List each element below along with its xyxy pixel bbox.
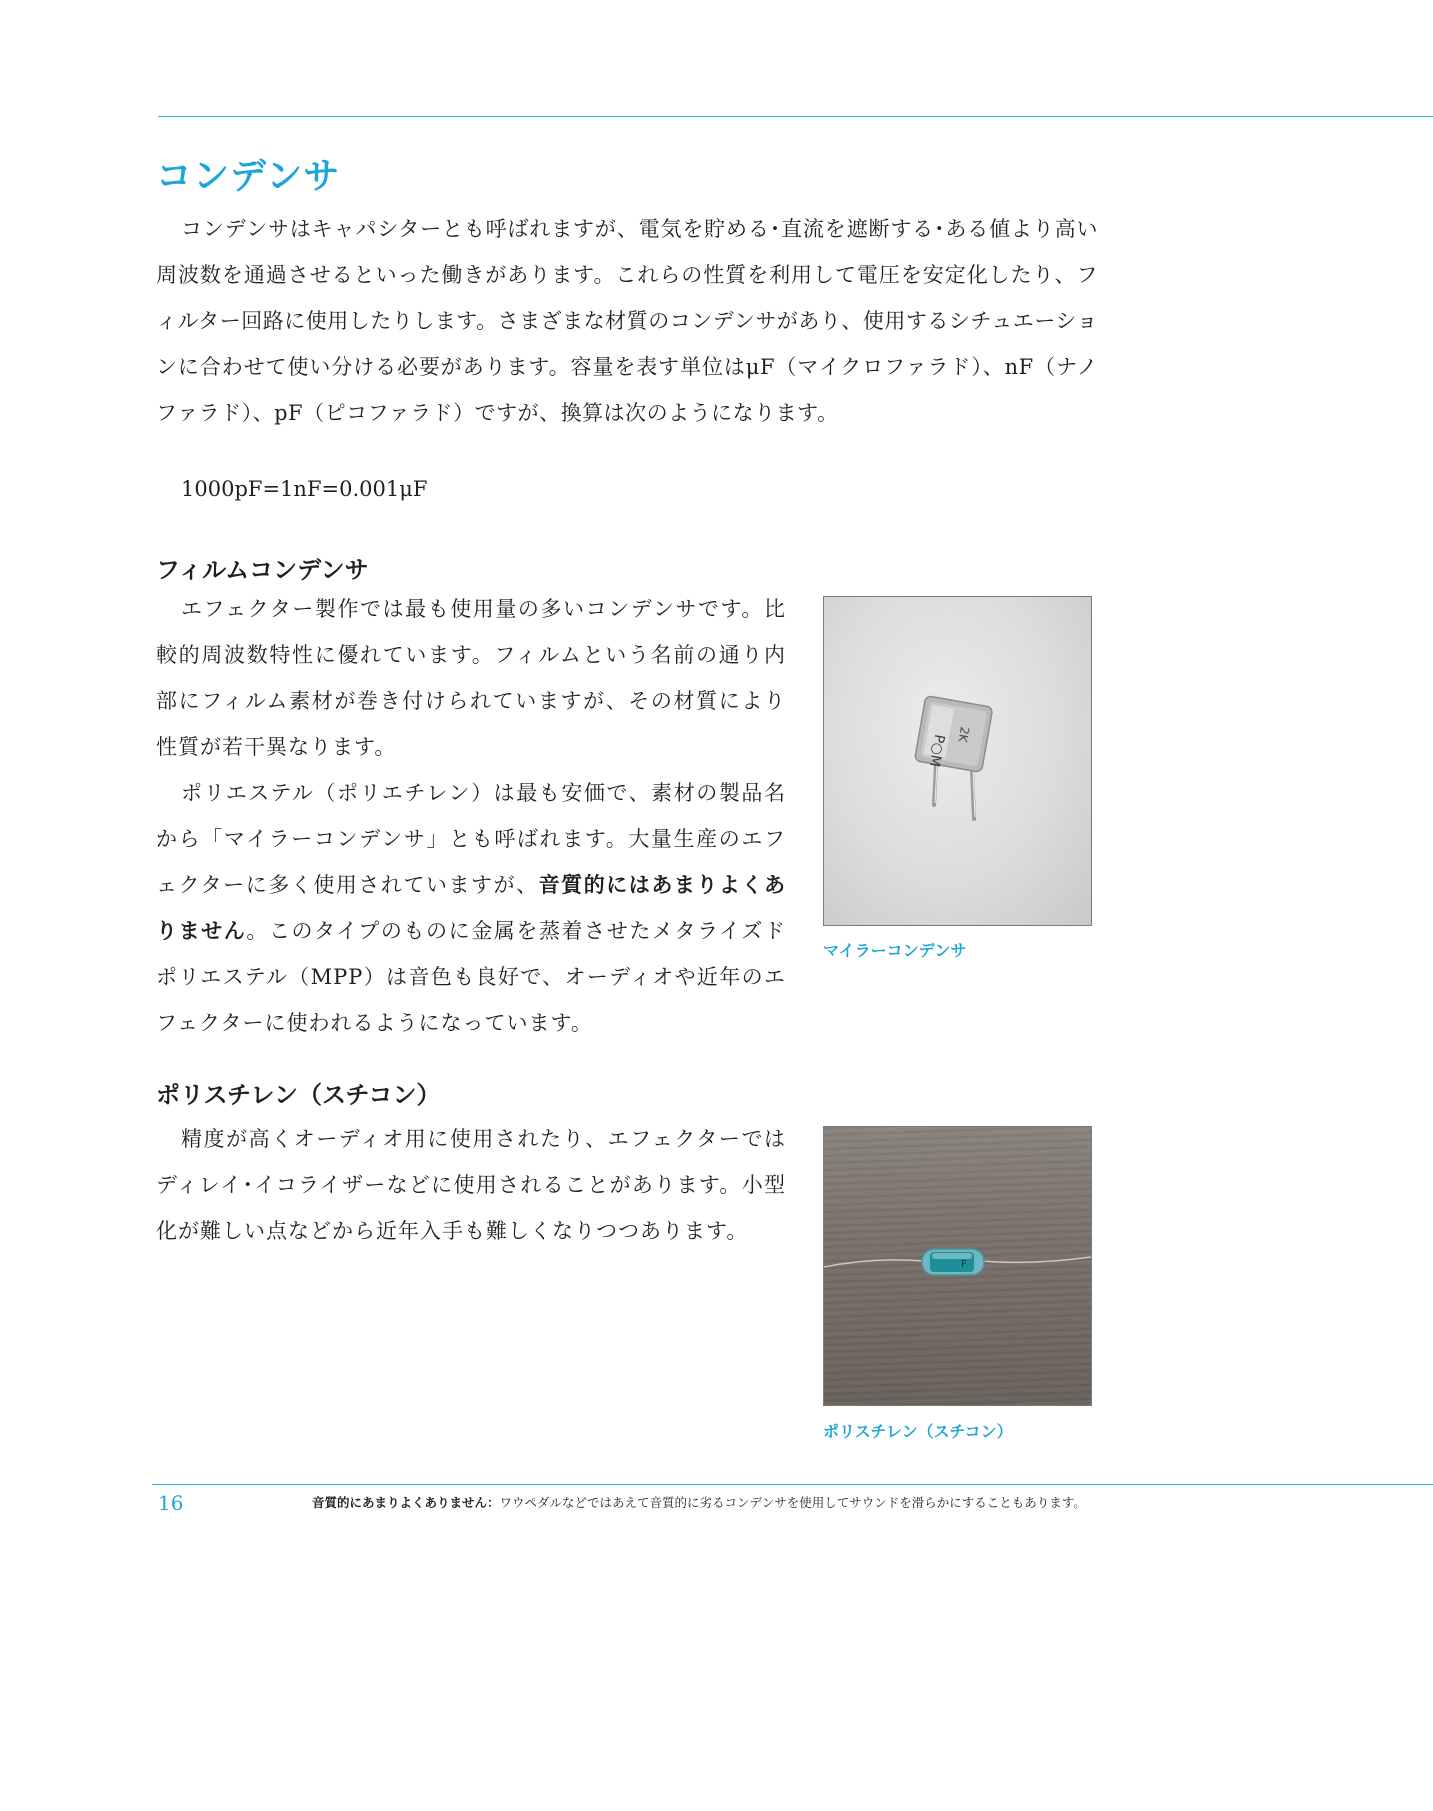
bottom-rule (152, 1484, 1433, 1485)
footnote (312, 1493, 1102, 1512)
mylar-capacitor-illustration (824, 597, 1091, 925)
mylar-capacitor-photo (823, 596, 1092, 926)
polystyrene-capacitor-illustration (824, 1127, 1091, 1405)
film-capacitor-paragraph-1: エフェクター製作では最も使用量の多いコンデンサです。比較的周波数特性に優れています。フィルムという名前の通り内部にフィルム素材が巻き付けられていますが、その材質により性質が若干異なります。 (156, 597, 786, 759)
paragraph-text: 。このタイプのものに金属を蒸着させたメタライズドポリエステル（MPP）は音色も良好で、オーディオや近年のエフェクターに使われるようになっています。 (156, 919, 787, 1035)
intro-paragraph: コンデンサはキャパシターとも呼ばれますが、電気を貯める･直流を遮断する･ある値より高い周波数を通過させるといった働きがあります。これらの性質を利用して電圧を安定化したり、フィルター回路に使用したりします。さまざまな材質のコンデンサがあり、使用するシチュエーションに合わせて使い分ける必要があります。容量を表す単位はμF（マイクロファラド）、nF（ナノファラド）、pF（ピコファラド）ですが、換算は次のようになります。 (156, 217, 1098, 425)
polystyrene-heading: ポリスチレン（スチコン） (156, 1081, 441, 1109)
polystyrene-paragraph: 精度が高くオーディオ用に使用されたり、エフェクターではディレイ･イコライザーなどに使用されることがあります。小型化が難しい点などから近年入手も難しくなりつつあります。 (156, 1127, 786, 1243)
page-number: 16 (158, 1491, 184, 1515)
polystyrene-photo-caption: ポリスチレン（スチコン） (823, 1422, 1013, 1441)
mylar-photo-caption: マイラーコンデンサ (823, 941, 967, 960)
top-rule (158, 116, 1433, 117)
film-capacitor-paragraph-2 (156, 770, 786, 1046)
svg-text:P○M: P○M (925, 733, 948, 769)
unit-conversion-formula: 1000pF=1nF=0.001μF (181, 477, 428, 501)
footnote-text: ワウペダルなどではあえて音質的に劣るコンデンサを使用してサウンドを滑らかにすることもあります。 (499, 1495, 1086, 1510)
svg-text:F: F (961, 1259, 967, 1270)
footnote-term: 音質的にあまりよくありません： (312, 1495, 500, 1510)
paragraph-text: ポリエステル（ポリエチレン）は最も安価で、素材の製品名から「マイラーコンデンサ」とも呼ばれます。大量生産のエフェクターに多く使用されていますが、 (156, 781, 786, 897)
film-capacitor-heading: フィルムコンデンサ (156, 556, 369, 584)
polystyrene-capacitor-photo (823, 1126, 1092, 1406)
svg-text:2K: 2K (955, 725, 972, 744)
emphasized-phrase: 音質的にはあまりよくありません (156, 872, 786, 943)
page-title: コンデンサ (156, 156, 341, 197)
